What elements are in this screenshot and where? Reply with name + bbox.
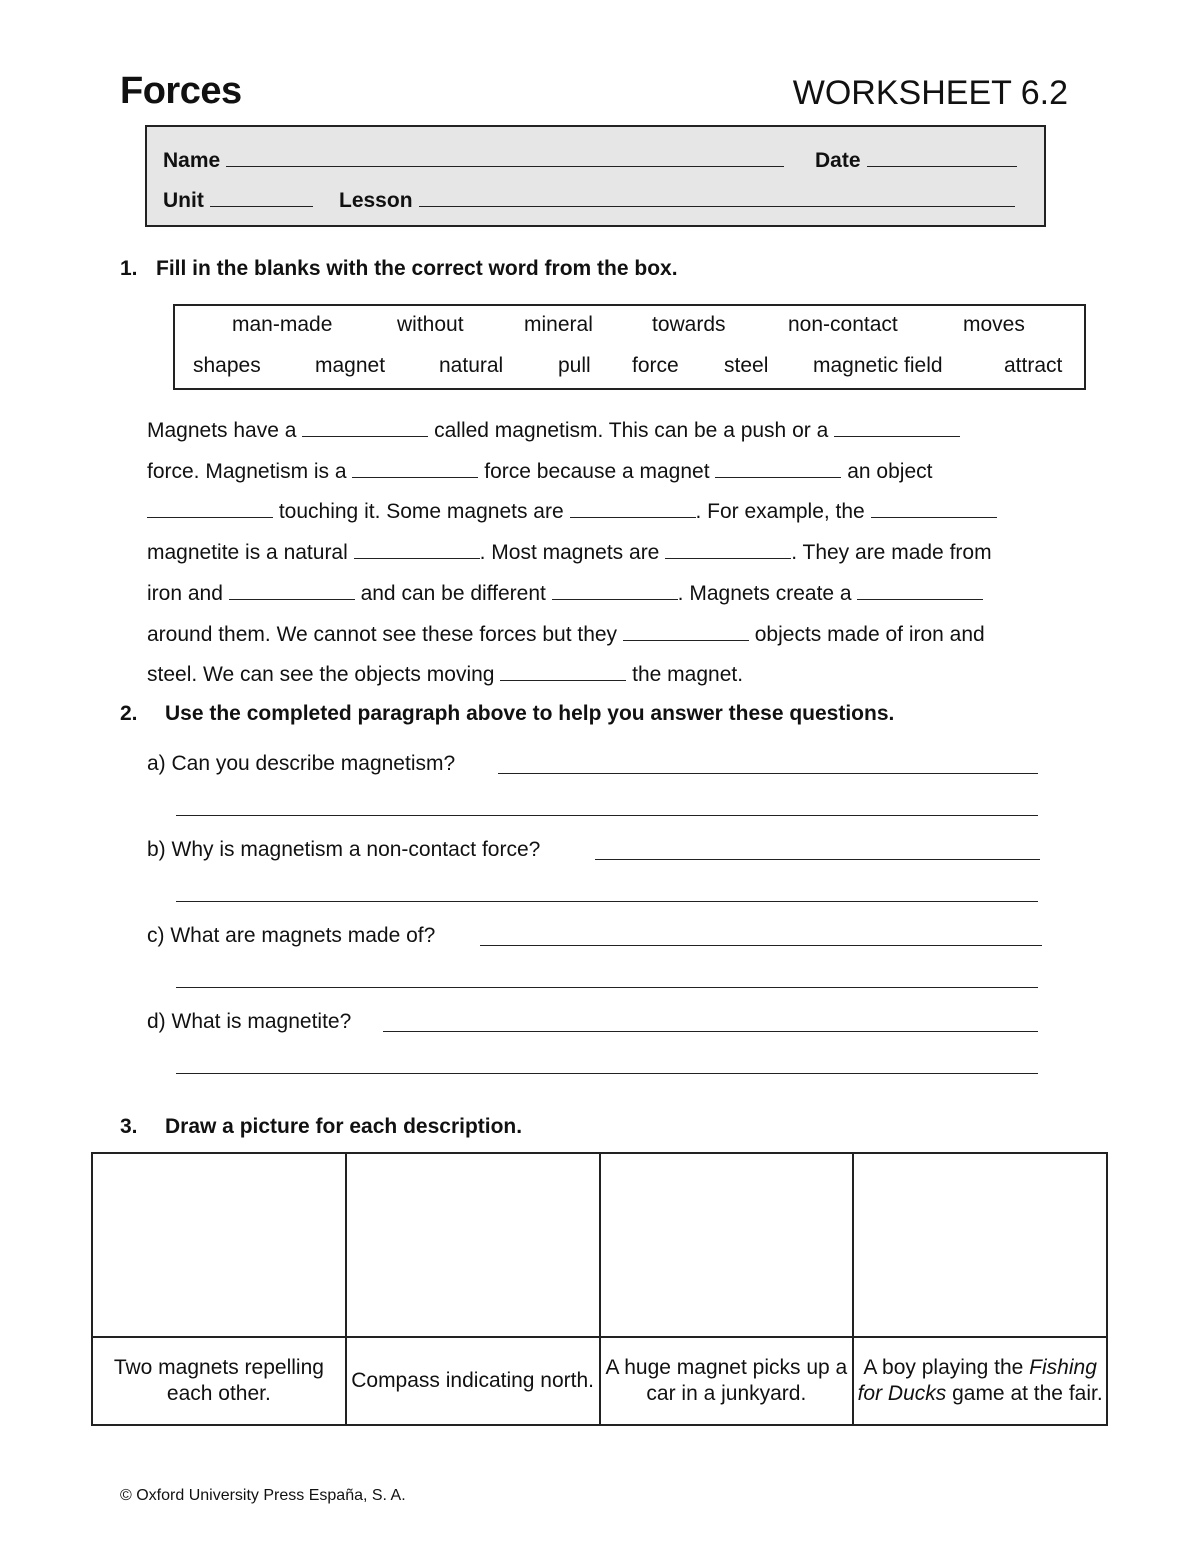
blank-field[interactable]: [229, 581, 355, 600]
word-bank-word: non-contact: [788, 313, 898, 336]
word-bank-word: attract: [1004, 354, 1063, 377]
paragraph-line: [147, 492, 1087, 533]
drawing-area[interactable]: [346, 1153, 600, 1337]
drawing-table: [91, 1152, 1108, 1426]
blank-field[interactable]: [354, 540, 480, 559]
q3-heading: [120, 1115, 522, 1139]
blank-field[interactable]: [352, 459, 478, 478]
blank-field[interactable]: [552, 581, 678, 600]
word-bank: [173, 304, 1086, 390]
paragraph-text: iron and: [147, 581, 229, 605]
paragraph-text: the magnet.: [626, 663, 744, 687]
paragraph-text: . Most magnets are: [479, 541, 666, 565]
word-bank-word: steel: [724, 354, 769, 377]
blank-field[interactable]: [871, 499, 997, 518]
blank-field[interactable]: [500, 662, 626, 681]
worksheet-title: Forces: [120, 70, 242, 112]
lesson-line[interactable]: [419, 186, 1015, 207]
question-2b: b) Why is magnetism a non-contact force?: [147, 838, 541, 861]
word-bank-word: without: [397, 313, 464, 336]
word-bank-word: magnet: [315, 354, 386, 377]
blank-field[interactable]: [715, 459, 841, 478]
q1-number: 1.: [120, 257, 138, 280]
blank-field[interactable]: [834, 418, 960, 437]
date-field[interactable]: [815, 146, 1017, 173]
paragraph-text: magnetite is a natural: [147, 541, 354, 565]
word-bank-word: mineral: [524, 313, 593, 336]
fill-in-paragraph: [147, 411, 1087, 696]
blank-field[interactable]: [302, 418, 428, 437]
unit-label: Unit: [163, 189, 204, 212]
drawing-caption: A huge magnet picks up a car in a junkyard.: [600, 1337, 854, 1425]
paragraph-line: [147, 655, 1087, 696]
date-label: Date: [815, 149, 861, 172]
answer-line[interactable]: [480, 945, 1042, 946]
answer-line[interactable]: [595, 859, 1040, 860]
drawing-caption: [853, 1337, 1107, 1425]
q3-instruction: Draw a picture for each description.: [165, 1115, 523, 1138]
drawing-caption: Compass indicating north.: [346, 1337, 600, 1425]
drawing-area[interactable]: [600, 1153, 854, 1337]
paragraph-text: and can be different: [354, 581, 552, 605]
question-2d: d) What is magnetite?: [147, 1010, 352, 1033]
q2-instruction: Use the completed paragraph above to help you answer these questions.: [165, 702, 895, 725]
answer-line[interactable]: [176, 1073, 1038, 1074]
q1-instruction: Fill in the blanks with the correct word from the box.: [156, 257, 678, 280]
word-bank-word: magnetic field: [813, 354, 943, 377]
word-bank-word: natural: [439, 354, 504, 377]
paragraph-line: [147, 533, 1087, 574]
paragraph-text: an object: [841, 459, 933, 483]
lesson-field[interactable]: [339, 186, 1015, 213]
word-bank-word: force: [632, 354, 679, 377]
name-line[interactable]: [226, 146, 784, 167]
word-bank-word: towards: [652, 313, 726, 336]
drawing-area[interactable]: [92, 1153, 346, 1337]
paragraph-text: Magnets have a: [147, 419, 303, 442]
paragraph-line: [147, 411, 1087, 452]
question-2a: a) Can you describe magnetism?: [147, 752, 456, 775]
paragraph-line: [147, 452, 1087, 493]
copyright-footer: © Oxford University Press España, S. A.: [120, 1487, 406, 1504]
word-bank-word: pull: [558, 354, 591, 377]
answer-line[interactable]: [498, 773, 1038, 774]
paragraph-line: [147, 615, 1087, 656]
q3-number: 3.: [120, 1115, 138, 1138]
drawing-caption: Two magnets repelling each other.: [92, 1337, 346, 1425]
paragraph-text: . For example, the: [695, 500, 871, 524]
blank-field[interactable]: [857, 581, 983, 600]
word-bank-word: man-made: [232, 313, 333, 336]
drawing-area[interactable]: [853, 1153, 1107, 1337]
answer-line[interactable]: [383, 1031, 1038, 1032]
name-field[interactable]: [163, 146, 784, 173]
word-bank-word: moves: [963, 313, 1025, 336]
unit-field[interactable]: [163, 186, 313, 213]
unit-line[interactable]: [210, 186, 313, 207]
q2-heading: [120, 702, 894, 726]
answer-line[interactable]: [176, 987, 1038, 988]
paragraph-line: [147, 574, 1087, 615]
answer-line[interactable]: [176, 901, 1038, 902]
blank-field[interactable]: [665, 540, 791, 559]
q2-number: 2.: [120, 702, 138, 725]
name-label: Name: [163, 149, 221, 172]
caption-text: game at the fair.: [946, 1382, 1103, 1405]
lesson-label: Lesson: [339, 189, 413, 212]
paragraph-text: around them. We cannot see these forces but they: [147, 622, 623, 646]
paragraph-text: steel. We can see the objects moving: [147, 663, 501, 687]
paragraph-text: force because a magnet: [478, 459, 716, 483]
blank-field[interactable]: [147, 499, 273, 518]
word-bank-word: shapes: [193, 354, 261, 377]
q1-heading: [120, 257, 678, 281]
paragraph-text: . They are made from: [791, 541, 992, 565]
paragraph-text: touching it. Some magnets are: [273, 500, 570, 524]
date-line[interactable]: [867, 146, 1017, 167]
worksheet-number: WORKSHEET 6.2: [792, 74, 1068, 112]
question-2c: c) What are magnets made of?: [147, 924, 436, 947]
answer-line[interactable]: [176, 815, 1038, 816]
caption-text: A boy playing the: [863, 1356, 1030, 1379]
paragraph-text: . Magnets create a: [677, 581, 858, 605]
paragraph-text: force. Magnetism is a: [147, 459, 353, 483]
blank-field[interactable]: [570, 499, 696, 518]
paragraph-text: called magnetism. This can be a push or a: [428, 419, 835, 442]
blank-field[interactable]: [623, 622, 749, 641]
paragraph-text: objects made of iron and: [748, 622, 985, 646]
student-info-box: [145, 125, 1046, 227]
game-title: Fishing for Ducks: [857, 1356, 1097, 1405]
